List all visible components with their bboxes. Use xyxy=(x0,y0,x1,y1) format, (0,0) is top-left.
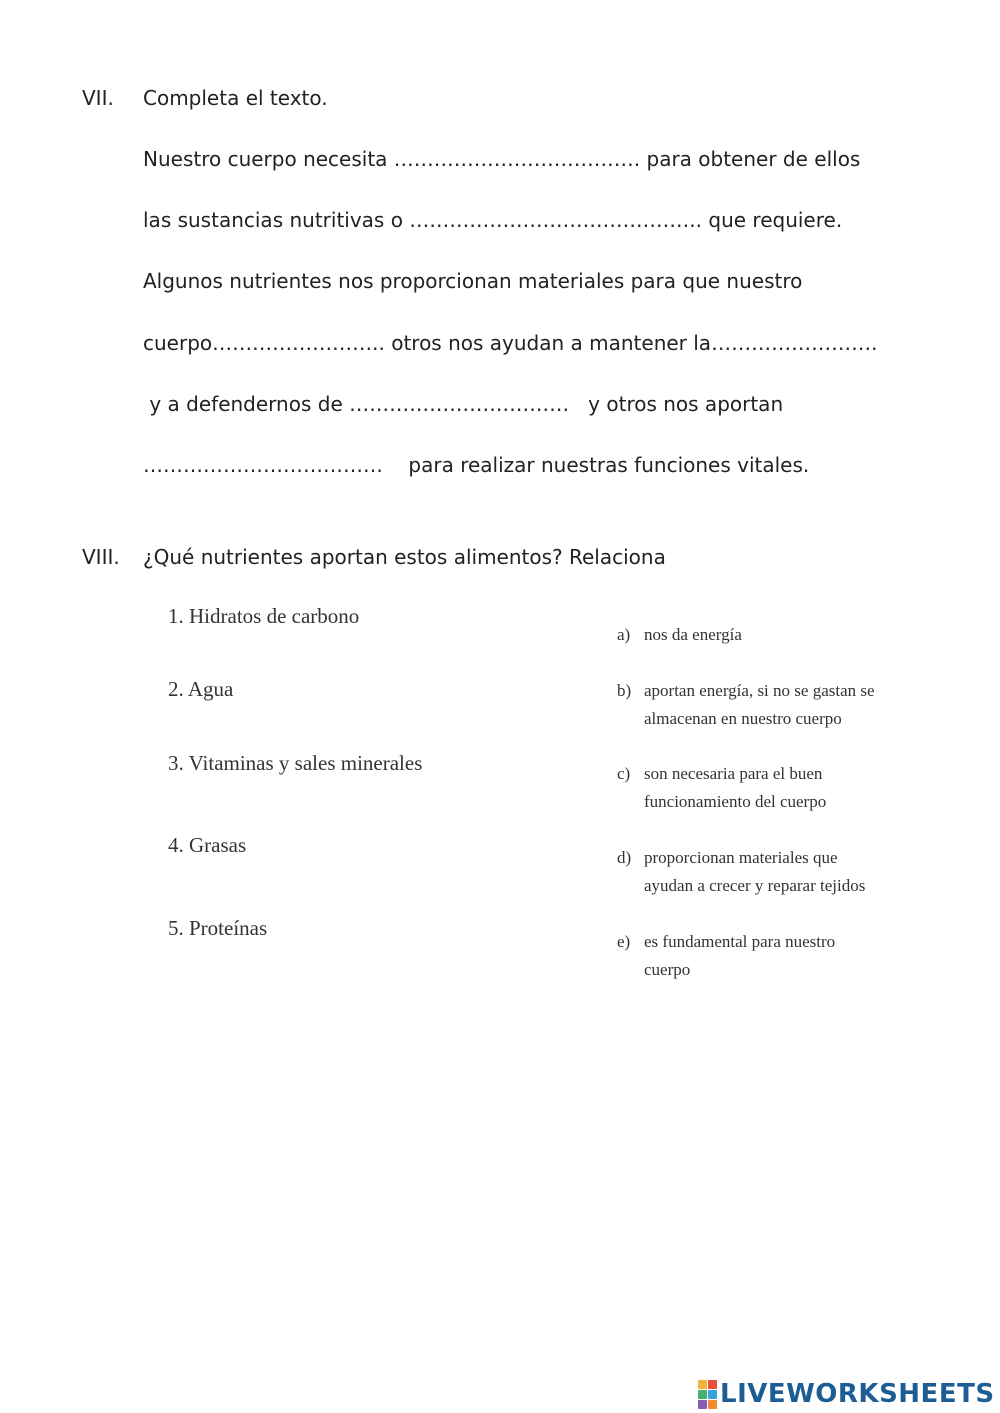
description-letter: d) xyxy=(617,848,632,867)
fill-text-line-3: Algunos nutrientes nos proporcionan materiales para que nuestro xyxy=(143,269,803,293)
description-text: funcionamiento del cuerpo xyxy=(644,792,827,811)
description-letter: a) xyxy=(617,625,631,644)
description-text: nos da energía xyxy=(644,625,742,644)
fill-text-line-1: Nuestro cuerpo necesita ………………………………. para obtener de ellos xyxy=(143,147,861,171)
nutrient-item: 2. Agua xyxy=(168,677,234,701)
fill-text-line-5: y a defendernos de …………………………… y otros nos aportan xyxy=(143,392,784,416)
fill-text-line-6: ……………………………… para realizar nuestras funciones vitales. xyxy=(143,453,810,477)
section-7-title: Completa el texto. xyxy=(143,86,328,110)
section-8-title: ¿Qué nutrientes aportan estos alimentos? Relaciona xyxy=(143,545,666,569)
fill-text-line-2: las sustancias nutritivas o …………………………………….. que requiere. xyxy=(143,208,843,232)
section-8-number: VIII. xyxy=(82,545,120,569)
description-item-b xyxy=(617,677,947,733)
description-letter: b) xyxy=(617,681,632,700)
brand-name: LIVEWORKSHEETS xyxy=(720,1379,995,1409)
fill-text-line-4: cuerpo…………………….. otros nos ayudan a mantener la……………………. xyxy=(143,331,878,355)
section-7-number: VII. xyxy=(82,86,114,110)
description-text: es fundamental para nuestro xyxy=(644,932,836,951)
nutrient-item: 5. Proteínas xyxy=(168,916,268,940)
description-item-a xyxy=(617,621,947,649)
liveworksheets-logo xyxy=(698,1377,995,1411)
nutrient-item: 1. Hidratos de carbono xyxy=(168,604,360,628)
description-text: aportan energía, si no se gastan se xyxy=(644,681,875,700)
description-text: cuerpo xyxy=(644,960,691,979)
description-text: proporcionan materiales que xyxy=(644,848,838,867)
description-letter: e) xyxy=(617,932,631,951)
description-text: ayudan a crecer y reparar tejidos xyxy=(644,876,866,895)
description-item-c xyxy=(617,760,947,816)
liveworksheets-logo-icon xyxy=(698,1380,717,1409)
nutrient-item: 3. Vitaminas y sales minerales xyxy=(168,751,423,775)
description-item-e xyxy=(617,928,947,984)
description-text: almacenan en nuestro cuerpo xyxy=(644,709,842,728)
description-item-d xyxy=(617,844,947,900)
description-letter: c) xyxy=(617,764,631,783)
nutrient-item: 4. Grasas xyxy=(168,833,247,857)
description-text: son necesaria para el buen xyxy=(644,764,823,783)
